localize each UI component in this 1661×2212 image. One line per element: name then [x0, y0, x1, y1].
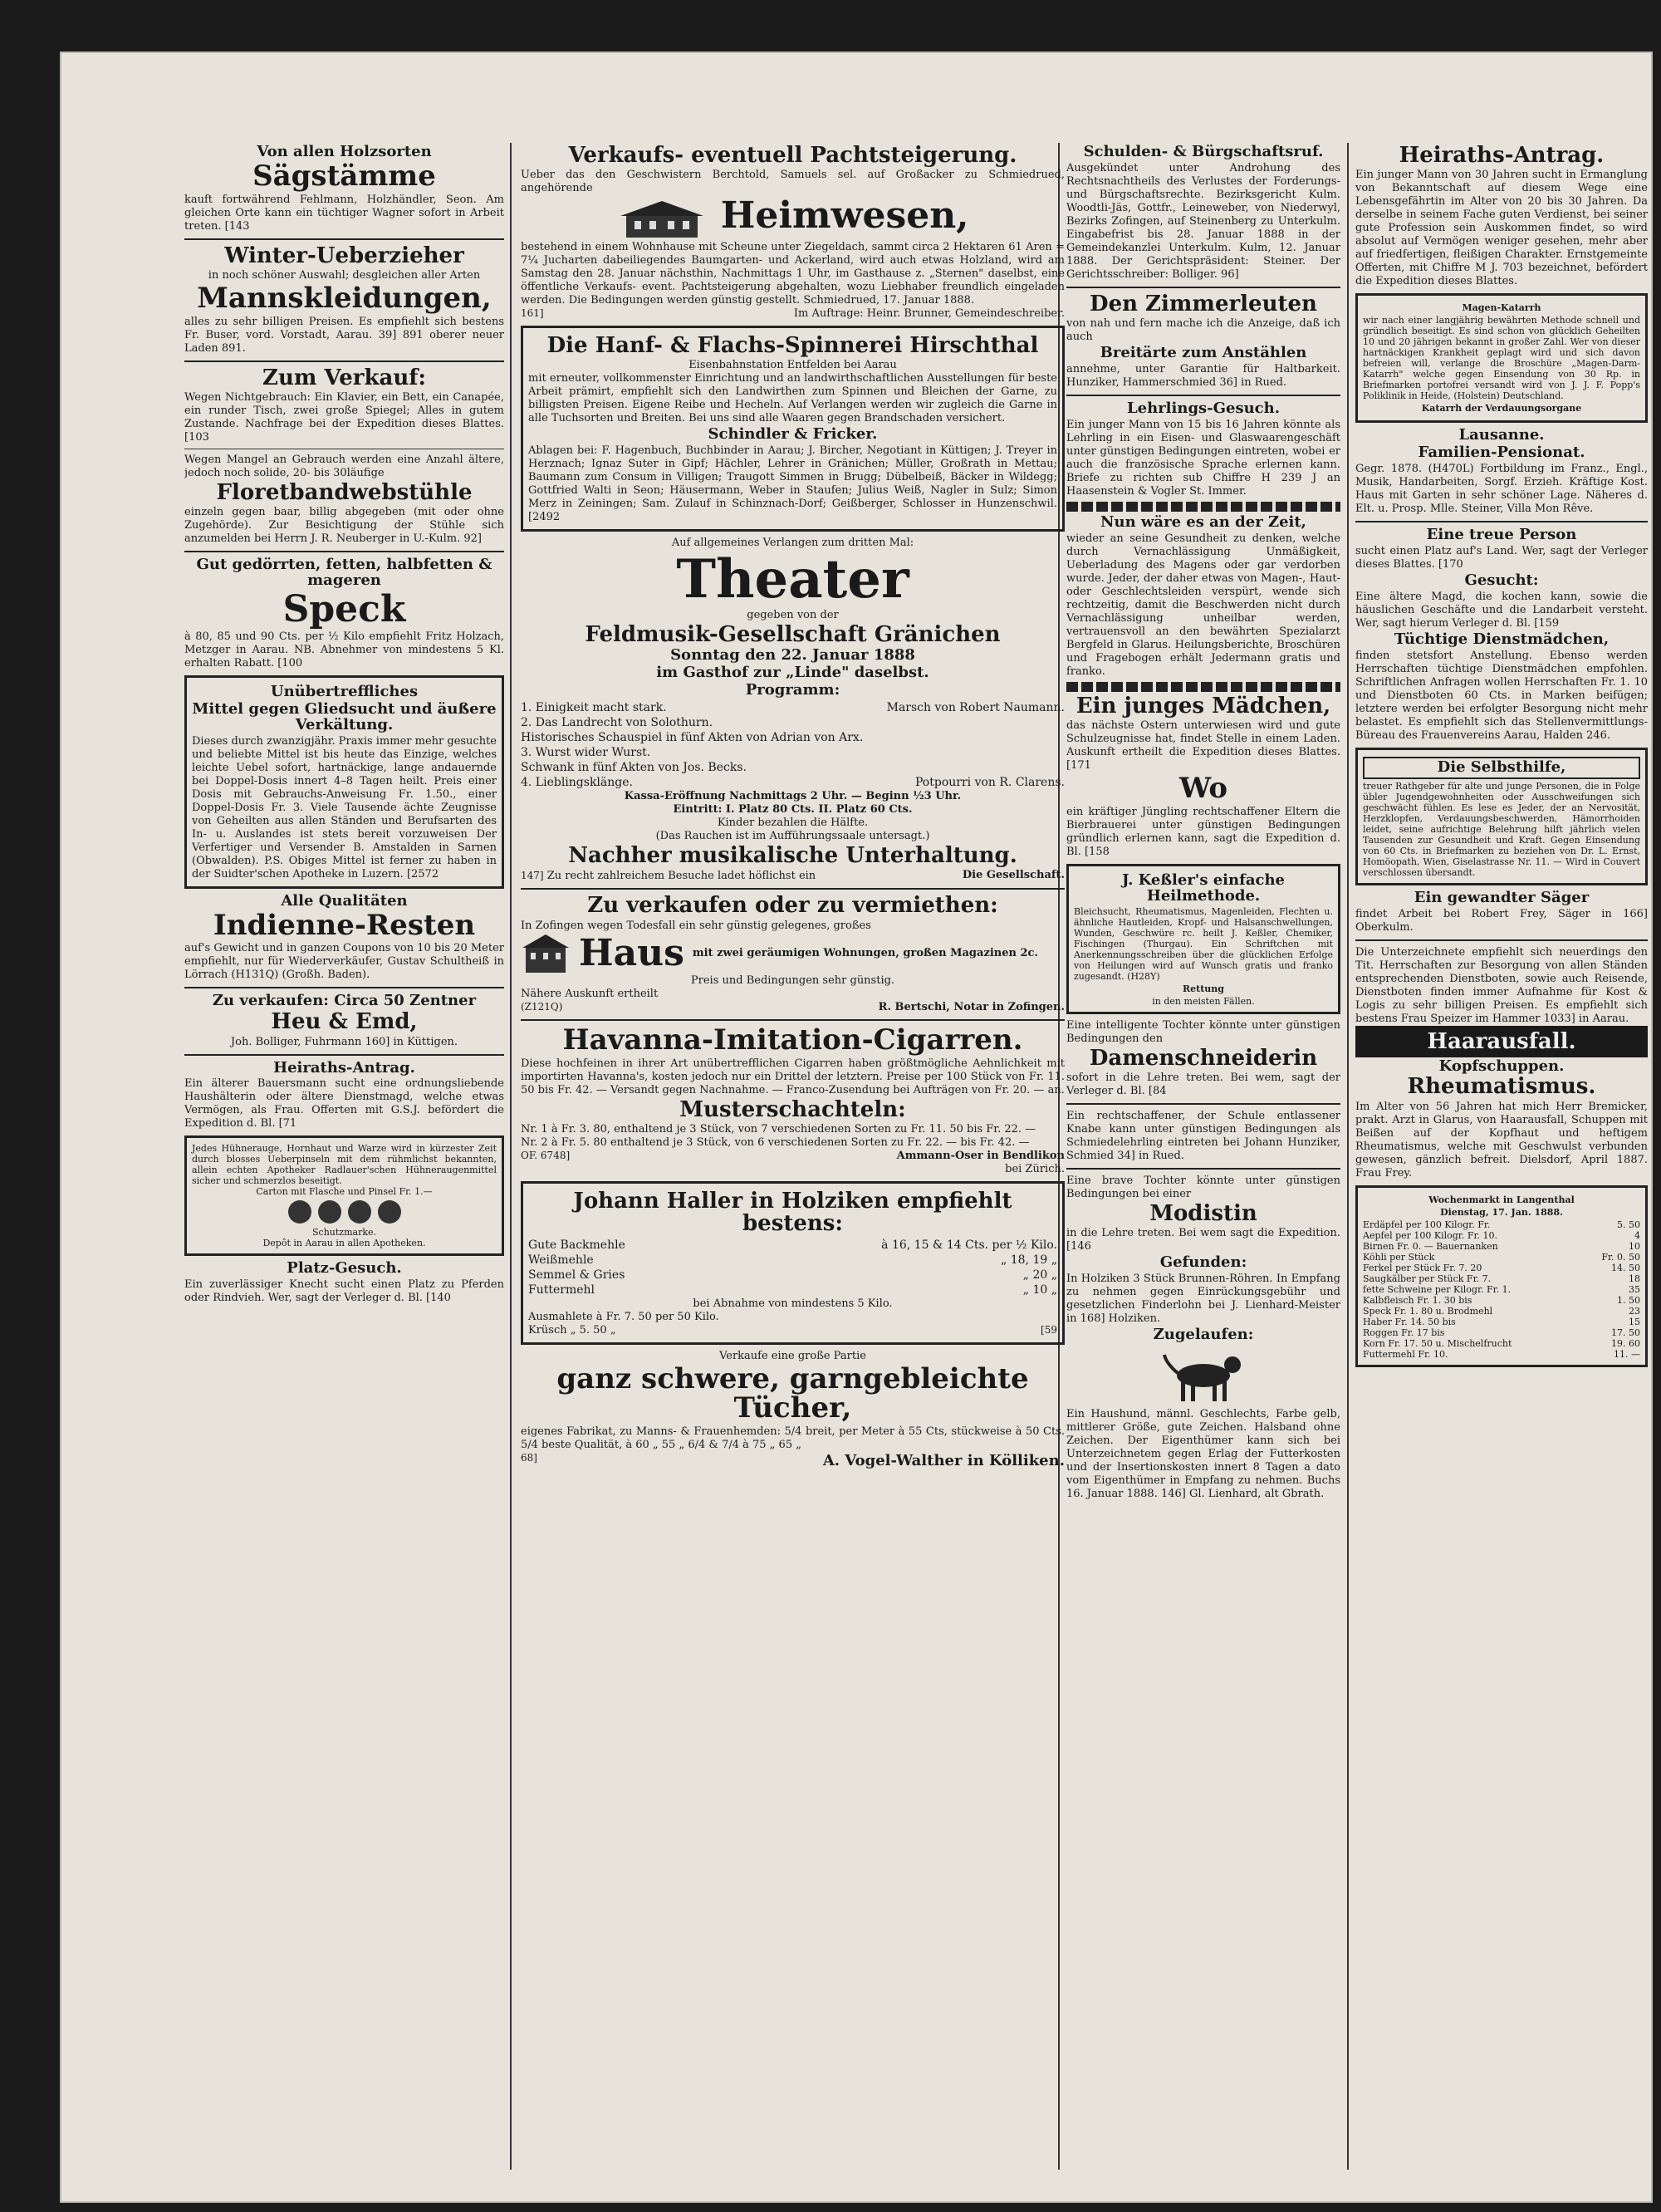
- rheumatismus-text: Im Alter von 56 Jahren hat mich Herr Bremicker, prakt. Arzt in Glarus, von Haarausfall, Schuppen mit Beißen auf der Kopfhaut und heftigem Rheumatismus, welche mit Geschwulst verbunden gewesen, gänzlich befreit. Dielsdorf, April 1887. Frau Frey.: [1355, 1100, 1648, 1180]
- kopfschuppen-heading: Kopfschuppen.: [1438, 1057, 1565, 1075]
- indienne-text: auf's Gewicht und in ganzen Coupons von 10 bis 20 Meter empfiehlt, nur für Wiederverkäufer, Gustav Schultheiß in Lörrach (H131Q) (Großh. Baden).: [184, 942, 504, 982]
- divider: [1066, 395, 1340, 396]
- medal-icon: [288, 1200, 311, 1224]
- haus-footer: [521, 1001, 1065, 1014]
- market-row-value: 23: [1629, 1305, 1640, 1317]
- house-icon: [521, 933, 571, 974]
- lausanne-text: Gegr. 1878. (H470L) Fortbildung im Franz., Engl., Musik, Handarbeiten, Sorgf. Erzieh. Kräftige Kost. Haus mit Garten in sehr schöner Lage. Näheres d. Elt. u. Prosp. Mlle. Steiner, Villa Mon Rêve.: [1355, 463, 1648, 516]
- heirat-heading: Heiraths-Antrag.: [1399, 143, 1605, 168]
- magen-footer: Katarrh der Verdauungsorgane: [1421, 403, 1582, 414]
- saegstaemme-heading: Sägstämme: [252, 159, 436, 193]
- spinnerei-text: mit erneuter, vollkommenster Einrichtung und an landwirthschaftlichen Ausstellungen für beste Arbeit prämirt, empfiehlt sich den Landwirthen zum Spinnen und Bleichen der Garne, zu billigsten Preisen. Eigene Reibe und Hecheln. Auf Verlangen werden wir zugleich die Garne in alle Tuchsorten und Breiten. Bei uns sind alle Waaren gegen Brandschaden versichert.: [528, 372, 1057, 425]
- heirat-text: Ein älterer Bauersmann sucht eine ordnungsliebende Haushälterin oder ältere Dienstmagd, welche etwas Vermögen, als Frau. Offerten mit G.S.J. befördert die Expedition d. Bl. [71: [184, 1077, 504, 1131]
- haller-item: [528, 1238, 1057, 1253]
- ad-number: 147]: [521, 870, 544, 882]
- spinnerei-ablagen: Ablagen bei: F. Hagenbuch, Buchbinder in Aarau; J. Bircher, Negotiant in Küttigen; J. Treyer in Herznach; Ignaz Suter in Gipf; Hächler, Lehrer in Gränichen; Müller, Großrath in Mettau; Baumann zum Consum in Villigen; Traugott Simmen in Brugg; Dübelbeiß, Bäcker in Wildegg; Gottfried Walti in Seon; Häusermann, Weber in Staufen; Julius Weiß, Nagler in Sulz; Simon Merz in Zeiningen; Sam. Zulauf in Schinznach-Dorf; Geißberger, Schlosser in Hunzenschwil. [2492: [528, 444, 1057, 523]
- dog-icon: [1158, 1346, 1249, 1405]
- verkauf-text: Wegen Nichtgebrauch: Ein Klavier, ein Bett, ein Canapée, ein runder Tisch, zwei große Spiegel; Alles in gutem Zustande. Nachfrage bei der Expedition dieses Blattes. [103: [184, 390, 504, 444]
- divider: [1355, 521, 1648, 522]
- haller-item: [528, 1283, 1057, 1297]
- rettung-heading: Rettung: [1183, 983, 1224, 994]
- farmhouse-icon: [616, 198, 708, 239]
- market-row-label: Birnen Fr. 0. — Bauernanken: [1363, 1240, 1498, 1252]
- cigarren-heading: Havanna-Imitation-Cigarren.: [562, 1023, 1023, 1057]
- cigarren-location: bei Zürich.: [1005, 1162, 1065, 1175]
- wochenmarkt-list: [1363, 1219, 1640, 1360]
- haller-item: [528, 1268, 1057, 1283]
- market-row: [1363, 1263, 1640, 1273]
- haller-heading: Johann Haller in Holziken empfiehlt bestens:: [573, 1188, 1012, 1237]
- pensionat-heading: Familien-Pensionat.: [1418, 444, 1585, 462]
- modistin-heading: Modistin: [1149, 1200, 1257, 1226]
- gesucht-text: Eine ältere Magd, die kochen kann, sowie die häuslichen Geschäfte und die Landarbeit versteht. Wer, sagt hierum Verleger d. Bl. [159: [1355, 590, 1648, 630]
- schulden-text: Ausgekündet unter Androhung des Rechtsnachtheils des Verlustes der Forderungs- und Bürgschaftsrechte. Bezirksgericht Kulm. Woodtli-Jäs, Gottfr., Leineweber, von Niederwyl, Bezirks Zofingen, auf Steinenberg zu Unterkulm. Eingabefrist bis 28. Januar 1888 in der Gemeindekanzlei Unterkulm. Kulm, 12. Januar 1888. Der Gerichtspräsident: Steiner. Der Gerichtsschreiber: Bolliger. 96]: [1066, 161, 1340, 281]
- divider: [1066, 1168, 1340, 1170]
- haller-item-value: „ 10 „: [1022, 1283, 1057, 1297]
- haus-info: Nähere Auskunft ertheilt: [521, 987, 659, 1000]
- haller-ausmahlete: Ausmahlete à Fr. 7. 50 per 50 Kilo.: [528, 1310, 719, 1323]
- kessler-text: Bleichsucht, Rheumatismus, Magenleiden, Flechten u. ähnliche Hautleiden, Kropf- und Halsanschwellungen, Wunden, Geschwüre rc. heilt J. Keßler, Chemiker, Fischingen (Thurgau). Ein Schriftchen mit Anerkennungsschreiben über die glücklichen Erfolge von Heilungen wird auf Wunsch gratis und franko zugesandt. (H28Y): [1074, 905, 1333, 982]
- holz-heading: Von allen Holzsorten: [257, 143, 432, 160]
- market-row-value: Fr. 0. 50: [1601, 1251, 1640, 1263]
- heimwesen-footer: [521, 307, 1065, 321]
- platz-text: Ein zuverlässiger Knecht sucht einen Platz zu Pferden oder Rindvieh. Wer, sagt der Verleger d. Bl. [140: [184, 1278, 504, 1305]
- heimwesen-heading: [521, 194, 1065, 239]
- market-row-label: Speck Fr. 1. 80 u. Brodmehl: [1363, 1305, 1493, 1317]
- speck-heading: Speck: [282, 587, 406, 630]
- column-2: [521, 143, 1065, 2170]
- maedchen-text: das nächste Ostern unterwiesen wird und gute Schulzeugnisse hat, findet Stelle in einem Laden. Auskunft ertheilt die Expedition dieses Blattes. [171: [1066, 719, 1340, 772]
- program-item-value: Potpourri von R. Clarens.: [914, 776, 1065, 790]
- speck-text: à 80, 85 und 90 Cts. per ½ Kilo empfiehlt Fritz Holzach, Metzger in Aarau. NB. Abnehmer von mindestens 5 Kl. erhalten Rabatt. [100: [184, 630, 504, 670]
- haus-price: Preis und Bedingungen sehr günstig.: [690, 974, 895, 987]
- nun-text: wieder an seine Gesundheit zu denken, welche durch Vernachlässigung Unmäßigkeit, Ueberladung des Magens oder gar verdorben wurde. Jeder, der daher etwas von Magen-, Haut- oder Geschlechtsleiden verspürt, wende sich rechtzeitig, damit die Beschwerden nicht durch Vernachlässigung unheilbar werden, vertrauensvoll an den bewährten Spezialarzt Bergfeld in Glarus. Heilungsberichte, Broschüren und Fragebogen erhält Jedermann gratis und franko.: [1066, 532, 1340, 678]
- heimwesen-text: bestehend in einem Wohnhause mit Scheune unter Ziegeldach, sammt circa 2 Hektaren 61 Aren = 7¼ Jucharten dabeiliegendes Baumgarten- und Ackerland, wird auch etwas Holzland, wird am Samstag den 28. Januar nächsthin, Nachmittags 1 Uhr, im Gasthause z. „Sternen" daselbst, eine öffentliche Verkaufs- event. Pachtsteigerung abgehalten, wozu Liebhaber freundlich eingeladen werden. Die Bedingungen werden günstig gestellt. Schmiedrued, 17. Januar 1888.: [521, 240, 1065, 307]
- haller-ad: [521, 1181, 1065, 1345]
- market-row: [1363, 1230, 1640, 1241]
- saeger-heading: Ein gewandter Säger: [1414, 888, 1590, 906]
- haus-desc: mit zwei geräumigen Wohnungen, großen Magazinen 2c.: [692, 946, 1038, 959]
- manns-text: alles zu sehr billigen Preisen. Es empfiehlt sich bestens Fr. Buser, vord. Vorstadt, Aarau. 39] 891 oberer neuer Laden 891.: [184, 315, 504, 355]
- huehneraugen-depot: Depôt in Aarau in allen Apotheken.: [262, 1238, 426, 1249]
- zimmerleute-text: von nah und fern mache ich die Anzeige, daß ich auch: [1066, 317, 1340, 344]
- divider: [1066, 1103, 1340, 1105]
- indienne-intro: Alle Qualitäten: [281, 891, 408, 910]
- speizer-text: Die Unterzeichnete empfiehlt sich neuerdings den Tit. Herrschaften zur Besorgung von allen Ständen entsprechenden Dienstboten, sowie auch Reisende, Dienstboten finden immer Aufnahme für Kost & Logis zu sehr billigen Preisen. Es empfiehlt sich bestens Frau Speizer im Hammer 1033] in Aarau.: [1355, 945, 1648, 1025]
- haus-row: [521, 933, 1065, 974]
- column-rule: [510, 143, 512, 2170]
- damenschneiderin-text: sofort in die Lehre treten. Bei wem, sagt der Verleger d. Bl. [84: [1066, 1071, 1340, 1097]
- haller-item: [528, 1253, 1057, 1268]
- wo-text: ein kräftiger Jüngling rechtschaffener Eltern die Bierbrauerei unter günstigen Bedingungen gründlich erlernen kann, sagt die Expedition d. Bl. [158: [1066, 805, 1340, 858]
- market-row-value: 5. 50: [1617, 1219, 1640, 1230]
- market-row-value: 4: [1634, 1229, 1640, 1241]
- speck-intro: Gut gedörrten, fetten, halbfetten & mageren: [196, 556, 492, 590]
- mittel-subheading: Mittel gegen Gliedsucht und äußere Verkältung.: [192, 700, 497, 733]
- market-row-value: 11. —: [1614, 1348, 1640, 1360]
- haller-note: bei Abnahme von mindestens 5 Kilo.: [693, 1297, 893, 1310]
- medal-icons: [192, 1200, 497, 1224]
- program-item-label: 2. Das Landrecht von Solothurn.: [521, 716, 713, 730]
- theater-date: Sonntag den 22. Januar 1888: [670, 646, 915, 665]
- rheumatismus-heading: Rheumatismus.: [1407, 1074, 1596, 1100]
- manns-heading: Mannskleidungen,: [197, 281, 492, 315]
- program-item: [521, 715, 1065, 730]
- market-row: [1363, 1349, 1640, 1360]
- market-row-value: 10: [1629, 1240, 1640, 1252]
- kessler-ad: [1066, 864, 1340, 1014]
- column-rule: [1347, 143, 1349, 2170]
- theater-eintritt: Eintritt: I. Platz 80 Cts. II. Platz 60 Cts.: [673, 803, 913, 817]
- market-row-label: Köhli per Stück: [1363, 1251, 1435, 1263]
- saeger-text: findet Arbeit bei Robert Frey, Säger in 166] Oberkulm.: [1355, 907, 1648, 934]
- divider: [521, 1019, 1065, 1021]
- heirat-heading: Heiraths-Antrag.: [273, 1058, 415, 1077]
- market-row-value: 19. 60: [1611, 1337, 1640, 1349]
- market-row: [1363, 1295, 1640, 1306]
- divider: [1066, 287, 1340, 288]
- market-row-label: Erdäpfel per 100 Kilogr. Fr.: [1363, 1219, 1491, 1230]
- damenschneiderin-heading: Damenschneiderin: [1089, 1045, 1318, 1071]
- market-row-label: Kalbfleisch Fr. 1. 30 bis: [1363, 1294, 1472, 1306]
- modistin-intro: Eine brave Tochter könnte unter günstigen Bedingungen bei einer: [1066, 1174, 1340, 1200]
- medal-icon: [348, 1200, 371, 1224]
- market-row: [1363, 1306, 1640, 1317]
- theater-kasse: Kassa-Eröffnung Nachmittags 2 Uhr. — Beginn ½3 Uhr.: [624, 790, 962, 803]
- cigarren-footer: [521, 1150, 1065, 1163]
- market-row-value: 18: [1629, 1273, 1640, 1284]
- heu-text: Joh. Bolliger, Fuhrmann 160] in Küttigen.: [230, 1035, 458, 1048]
- theater-intro: Auf allgemeines Verlangen zum dritten Mal:: [671, 536, 914, 549]
- ad-number: (Z121Q): [521, 1000, 563, 1013]
- medal-icon: [378, 1200, 401, 1224]
- tuch-text: eigenes Fabrikat, zu Manns- & Frauenhemden: 5/4 breit, per Meter à 55 Cts, stückweise à 50 Cts. 5/4 beste Qualität, à 60 „ 55 „ 6/4 & 7/4 à 75 „ 65 „: [521, 1425, 1065, 1451]
- selbsthilfe-heading: Die Selbsthilfe,: [1363, 757, 1640, 779]
- column-1: [184, 143, 504, 2170]
- haller-kruesch: Krüsch „ 5. 50 „: [528, 1323, 616, 1337]
- wochenmarkt-date: Dienstag, 17. Jan. 1888.: [1440, 1206, 1563, 1218]
- treue-heading: Eine treue Person: [1426, 526, 1577, 544]
- floret-heading: Floretbandwebstühle: [216, 479, 473, 505]
- market-row: [1363, 1338, 1640, 1349]
- market-row-label: Futtermehl Fr. 10.: [1363, 1348, 1448, 1360]
- theater-society: Feldmusik-Gesellschaft Gränichen: [585, 622, 1001, 648]
- wochenmarkt-heading: Wochenmarkt in Langenthal: [1428, 1194, 1575, 1205]
- market-row-label: Aepfel per 100 Kilogr. Fr. 10.: [1363, 1229, 1498, 1241]
- trademark-label: Schutzmarke.: [312, 1227, 376, 1238]
- haarausfall-heading: Haarausfall.: [1355, 1026, 1648, 1057]
- maedchen-heading: Ein junges Mädchen,: [1075, 693, 1331, 719]
- market-row-label: Saugkälber per Stück Fr. 7.: [1363, 1273, 1492, 1284]
- zimmerleute-heading: Den Zimmerleuten: [1090, 291, 1317, 316]
- program-item-label: 4. Lieblingsklänge.: [521, 776, 633, 790]
- dienst-text: finden stetsfort Anstellung. Ebenso werden Herrschaften tüchtige Dienstmädchen empfohlen. Schriftlichen Anfragen wollen Herrschaften Fr. 1. 10 und Dienstboten 60 Cts. in Marken beifügen; letztere werden bei erfolgter Besorgung nicht mehr belastet. Es empfiehlt sich das Stellenvermittlungs-Büreau des Frauenvereins Aarau, Halden 246.: [1355, 649, 1648, 742]
- ornament-border: [1066, 682, 1340, 692]
- market-row-value: 14. 50: [1611, 1262, 1640, 1273]
- program-item: [521, 760, 1065, 775]
- tochter-text: Eine intelligente Tochter könnte unter günstigen Bedingungen den: [1066, 1018, 1340, 1045]
- zugelaufen-heading: Zugelaufen:: [1153, 1326, 1254, 1344]
- floret-text: einzeln gegen baar, billig abgegeben (mit oder ohne Zugehörde). Zur Besichtigung der Stühle sich anzumelden bei Herrn J. R. Neuberger in U.-Kulm. 92]: [184, 506, 504, 546]
- heu-intro: Zu verkaufen: Circa 50 Zentner: [212, 992, 477, 1010]
- winter-text: in noch schöner Auswahl; desgleichen aller Arten: [208, 268, 481, 282]
- theater-heading: Theater: [676, 547, 909, 611]
- spinnerei-firm: Schindler & Fricker.: [708, 425, 878, 444]
- tuch-signature: A. Vogel-Walther in Kölliken.: [822, 1451, 1065, 1469]
- selbsthilfe-ad: [1355, 748, 1648, 885]
- wochenmarkt-box: [1355, 1185, 1648, 1367]
- column-4: [1355, 143, 1648, 2170]
- heirat-text: Ein junger Mann von 30 Jahren sucht in Ermanglung von Bekanntschaft auf diesem Wege eine Lebensgefährtin im Alter von 20 bis 30 Jahren. Da derselbe in seinem Fache guten Verdienst, bei seiner gute Profession sein Auskommen findet, so wird absolut auf Vermögen weniger gesehen, mehr aber auf friedfertigen, fleißigen Charakter. Ernstgemeinte Offerten, mit Chiffre M J. 703 bezeichnet, befördert die Expedition dieses Blattes.: [1355, 169, 1648, 288]
- theater-kinder: Kinder bezahlen die Hälfte.: [717, 817, 869, 830]
- market-row-value: 17. 50: [1611, 1327, 1640, 1338]
- theater-signature: Die Gesellschaft.: [962, 869, 1065, 882]
- cigarren-text: Diese hochfeinen in ihrer Art unübertrefflichen Cigarren haben größtmögliche Aehnlichkeit mit importirten Havanna's, kosten jedoch nur ein Drittel der letztern. Preise per 100 Stück von Fr. 11. 50 bis Fr. 42. — Versandt gegen Nachnahme. — Franco-Zusendung bei Aufträgen von Fr. 20. — an.: [521, 1057, 1065, 1096]
- winter-heading: Winter-Ueberzieher: [224, 243, 464, 268]
- divider: [1355, 939, 1648, 941]
- divider: [184, 238, 504, 240]
- pacht-heading: Verkaufs- eventuell Pachtsteigerung.: [568, 143, 1017, 168]
- column-3: [1066, 143, 1340, 2170]
- floret-intro: Wegen Mangel an Gebrauch werden eine Anzahl ältere, jedoch noch solide, 20- bis 30läufige: [184, 453, 504, 479]
- program-item-label: 1. Einigkeit macht stark.: [521, 701, 667, 715]
- modistin-text: in die Lehre treten. Bei wem sagt die Expedition. [146: [1066, 1227, 1340, 1253]
- market-row-label: fette Schweine per Kilogr. Fr. 1.: [1363, 1283, 1512, 1295]
- verkauf-heading: Zum Verkauf:: [262, 365, 427, 390]
- program-item: [521, 745, 1065, 760]
- breitaexte-text: annehme, unter Garantie für Haltbarkeit. Hunziker, Hammerschmied 36] in Rued.: [1066, 363, 1340, 390]
- huehneraugen-price: Carton mit Flasche und Pinsel Fr. 1.—: [256, 1186, 433, 1198]
- magen-ad: [1355, 293, 1648, 423]
- rettung-text: in den meisten Fällen.: [1152, 995, 1255, 1007]
- medal-icon: [318, 1200, 341, 1224]
- haller-item-label: Semmel & Gries: [528, 1268, 625, 1282]
- market-row: [1363, 1284, 1640, 1295]
- program-item-value: Marsch von Robert Naumann.: [886, 701, 1065, 715]
- divider: [184, 551, 504, 552]
- market-row-value: 1. 50: [1617, 1294, 1640, 1306]
- market-row-label: Korn Fr. 17. 50 u. Mischelfrucht: [1363, 1337, 1512, 1349]
- market-row-value: 15: [1629, 1316, 1640, 1327]
- holz-text: kauft fortwährend Fehlmann, Holzhändler, Seon. Am gleichen Orte kann ein tüchtiger Wagner sofort in Arbeit treten. [143: [184, 193, 504, 233]
- theater-after: Nachher musikalische Unterhaltung.: [568, 843, 1017, 869]
- dienst-heading: Tüchtige Dienstmädchen,: [1394, 630, 1610, 648]
- haller-item-value: „ 20 „: [1022, 1268, 1057, 1282]
- program-item-label: Historisches Schauspiel in fünf Akten von Adrian von Arx.: [521, 731, 864, 745]
- program-item-label: 3. Wurst wider Wurst.: [521, 746, 651, 760]
- newspaper-page: [60, 51, 1653, 2203]
- gefunden-text: In Holziken 3 Stück Brunnen-Röhren. In Empfang zu nehmen gegen Einrückungsgebühr und gesetzlichen Finderlohn bei J. Lienhard-Meister in 168] Holziken.: [1066, 1273, 1340, 1326]
- haller-item-value: „ 18, 19 „: [1001, 1253, 1057, 1267]
- ornament-border: [1066, 502, 1340, 512]
- pacht-intro: Ueber das den Geschwistern Berchtold, Samuels sel. auf Großacker zu Schmiedrued, angehörende: [521, 169, 1065, 195]
- kessler-heading: J. Keßler's einfache Heilmethode.: [1122, 871, 1285, 905]
- market-row: [1363, 1241, 1640, 1252]
- haller-footer: [528, 1324, 1057, 1337]
- mittel-text: Dieses durch zwanzigjähr. Praxis immer mehr gesuchte und beliebte Mittel ist bis heute das Einzige, welches leichte Uebel sofort, hartnäckige, lange andauernde bei Doppel-Dosis innert 4–8 Tagen heilt. Preis einer Dosis mit Gebrauchs-Anweisung Fr. 1.50., einer Doppel-Dosis Fr. 3. Viele Tausende ächte Zeugnisse von Geheilten aus allen Ständen und Berufsarten des In- u. Auslandes ist stets bereit vorzuweisen Der Verfertiger und Versender B. Amstalden in Sarnen (Obwalden). P.S. Obiges Mittel ist ferner zu haben in der Suidter'schen Apotheke in Luzern. [2572: [192, 734, 497, 880]
- huehneraugen-text: Jedes Hühnerauge, Hornhaut und Warze wird in kürzester Zeit durch blosses Ueberpinseln mit dem rühmlichst bekannten, allein echten Apotheker Radlauer'schen Hühneraugenmittel sicher und schmerzlos beseitigt.: [192, 1143, 497, 1187]
- market-row: [1363, 1219, 1640, 1230]
- lehrling-heading: Lehrlings-Gesuch.: [1127, 400, 1280, 418]
- haller-item-label: Futtermehl: [528, 1283, 595, 1297]
- spinnerei-heading: Die Hanf- & Flachs-Spinnerei Hirschthal: [546, 332, 1039, 358]
- market-row: [1363, 1327, 1640, 1338]
- lehrling-text: Ein junger Mann von 15 bis 16 Jahren könnte als Lehrling in ein Eisen- und Glaswaarengeschäft unter günstigen Bedingungen eintreten, wobei er auch die französische Sprache erlernen kann. Briefe zu richten sub Chiffre H 239 J an Haasenstein & Vogler St. Immer.: [1066, 418, 1340, 498]
- market-row-label: Roggen Fr. 17 bis: [1363, 1327, 1445, 1338]
- tuch-footer: [521, 1452, 1065, 1471]
- cigarren-signature: Ammann-Oser in Bendlikon: [896, 1149, 1065, 1162]
- market-row-label: Ferkel per Stück Fr. 7. 20: [1363, 1262, 1482, 1273]
- ad-number: 68]: [521, 1451, 537, 1464]
- schulden-heading: Schulden- & Bürgschaftsruf.: [1083, 143, 1324, 160]
- market-row: [1363, 1317, 1640, 1327]
- invite-text: Zu recht zahlreichem Besuche ladet höflichst ein: [546, 870, 816, 883]
- magen-heading: Magen-Katarrh: [1462, 302, 1541, 314]
- magen-text: wir nach einer langjährig bewährten Methode schnell und gründlich beseitigt. Es sind schon von glücklich Geheilten 10 und 20 jährigen bekannt in großer Zahl. Wer von dieser hartnäckigen Krankheit geplagt wird und sich davon befreien will, verlange die Broschüre „Magen-Darm-Katarrh" welche gegen Einsendung von 30 Rp. in Briefmarken portofrei versandt wird von J. J. F. Popp's Poliklinik in Heide, (Holstein) Deutschland.: [1363, 315, 1640, 402]
- platz-heading: Platz-Gesuch.: [287, 1259, 402, 1278]
- spinnerei-station: Eisenbahnstation Entfelden bei Aarau: [688, 359, 897, 372]
- haus-signature: R. Bertschi, Notar in Zofingen.: [878, 1000, 1065, 1013]
- program-item-label: Schwank in fünf Akten von Jos. Becks.: [521, 761, 747, 775]
- theater-place: im Gasthof zur „Linde" daselbst.: [656, 664, 929, 682]
- haller-item-label: Gute Backmehle: [528, 1238, 625, 1252]
- divider: [521, 888, 1065, 890]
- mittel-ad: [184, 675, 504, 889]
- heu-heading: Heu & Emd,: [271, 1009, 418, 1035]
- theater-sub: gegeben von der: [747, 609, 839, 622]
- program-item: [521, 700, 1065, 715]
- market-row: [1363, 1252, 1640, 1263]
- theater-rauchen: (Das Rauchen ist im Aufführungssaale untersagt.): [655, 830, 930, 843]
- program-item: [521, 775, 1065, 790]
- mittel-heading: Unübertreffliches: [270, 683, 419, 701]
- haller-list: [528, 1238, 1057, 1297]
- selbsthilfe-text: treuer Rathgeber für alte und junge Personen, die in Folge übler Jugendgewohnheiten oder Ausschweifungen sich geschwächt fühlen. Es lese es Jeder, der an Nervosität, Herzklopfen, Verdauungsbeschwerden, Hämorrhoiden leidet, seine aufrichtige Belehrung hilft jährlich vielen Tausenden zur Gesundheit und Kraft. Gegen Einsendung von 60 Cts. in Briefmarken zu beziehen von Dr. L. Ernst, Homöopath, Wien, Giselastrasse Nr. 11. — Wird in Couvert verschlossen übersandt.: [1363, 780, 1640, 878]
- divider: [184, 1054, 504, 1056]
- muster-line-2: Nr. 2 à Fr. 5. 80 enthaltend je 3 Stück, von 6 verschiedenen Sorten zu Fr. 22. — bis Fr. 42. —: [521, 1135, 1030, 1149]
- spinnerei-ad: [521, 326, 1065, 532]
- theater-footer: [521, 869, 1065, 883]
- ad-number: 161]: [521, 307, 544, 319]
- divider: [184, 987, 504, 988]
- ad-number: [59: [1041, 1323, 1057, 1336]
- haller-item-label: Weißmehle: [528, 1253, 594, 1267]
- muster-line-1: Nr. 1 à Fr. 3. 80, enthaltend je 3 Stück, von 7 verschiedenen Sorten zu Fr. 11. 50 bis Fr. 22. —: [521, 1122, 1036, 1135]
- gesucht-heading: Gesucht:: [1464, 571, 1539, 589]
- muster-heading: Musterschachteln:: [679, 1096, 906, 1122]
- knabe-text: Ein rechtschaffener, der Schule entlassener Knabe kann unter günstigen Bedingungen als Schmiedelehrling eintreten bei Johann Hunziker, Schmied 34] in Rued.: [1066, 1109, 1340, 1162]
- market-row-label: Haber Fr. 14. 50 bis: [1363, 1316, 1456, 1327]
- indienne-heading: Indienne-Resten: [213, 908, 476, 942]
- haus-location: In Zofingen wegen Todesfall ein sehr günstig gelegenes, großes: [521, 919, 871, 932]
- program-list: [521, 700, 1065, 790]
- breitaexte-heading: Breitärte zum Anstählen: [1100, 344, 1307, 362]
- tuch-heading: ganz schwere, garngebleichte Tücher,: [556, 1361, 1029, 1425]
- haus-heading: Haus: [579, 931, 684, 974]
- program-heading: Programm:: [745, 681, 840, 699]
- zugelaufen-text: Ein Haushund, männl. Geschlechts, Farbe gelb, mittlerer Größe, gute Zeichen. Halsband ohne Zeichen. Der Eigenthümer kann sich bei Unterzeichnetem gegen Erlag der Futterkosten und der Insertionskosten innert 8 Tagen a dato vom Eigenthümer in Empfang zu nehmen. Buchs 16. Januar 1888. 146] Gl. Lienhard, alt Gbrath.: [1066, 1408, 1340, 1500]
- program-item: [521, 730, 1065, 745]
- ad-number: OF. 6748]: [521, 1149, 571, 1161]
- treue-text: sucht einen Platz auf's Land. Wer, sagt der Verleger dieses Blattes. [170: [1355, 544, 1648, 571]
- heimwesen-title: Heimwesen,: [720, 194, 969, 238]
- theater-invite: [521, 869, 816, 883]
- wo-heading: Wo: [1178, 772, 1228, 806]
- haller-item-value: à 16, 15 & 14 Cts. per ½ Kilo.: [881, 1238, 1057, 1252]
- tuch-intro: Verkaufe eine große Partie: [719, 1349, 866, 1362]
- market-row-value: 35: [1629, 1283, 1640, 1295]
- lausanne-heading: Lausanne.: [1458, 426, 1545, 444]
- nun-heading: Nun wäre es an der Zeit,: [1100, 513, 1306, 531]
- haus-intro: Zu verkaufen oder zu vermiethen:: [587, 893, 998, 919]
- gefunden-heading: Gefunden:: [1159, 1253, 1247, 1272]
- heimwesen-signature: Im Auftrage: Heinr. Brunner, Gemeindeschreiber.: [793, 307, 1065, 320]
- divider: [184, 360, 504, 362]
- huehneraugen-ad: [184, 1135, 504, 1256]
- market-row: [1363, 1273, 1640, 1284]
